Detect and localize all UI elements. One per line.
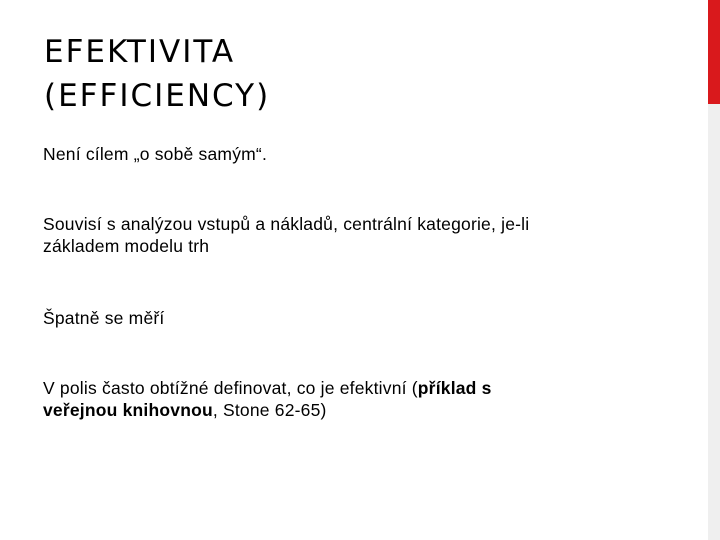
paragraph-goal [43,143,267,165]
slide-title [44,30,664,118]
slide-title-line-1: EFEKTIVITA [44,34,236,70]
paragraph-analysis-line-1: Souvisí s analýzou vstupů a nákladů, centrální kategorie, je-li [43,214,530,234]
paragraph-measurement [43,307,164,329]
paragraph-goal-text: Není cílem „o sobě samým“. [43,144,268,164]
paragraph-polis-plain-2: , Stone 62-65) [212,400,327,420]
slide-title-line-2: (EFFICIENCY) [44,78,271,114]
paragraph-analysis [43,213,529,257]
paragraph-polis-bold-2: veřejnou knihovnou [43,400,213,420]
paragraph-analysis-line-2: základem modelu trh [43,236,210,256]
paragraph-polis [43,377,492,421]
paragraph-polis-plain-1: V polis často obtížné definovat, co je efektivní ( [43,378,418,398]
paragraph-polis-bold-1: příklad s [417,378,492,398]
paragraph-measurement-text: Špatně se měří [43,308,165,328]
side-accent-red-bar [708,0,720,104]
side-accent-gap [706,0,708,540]
